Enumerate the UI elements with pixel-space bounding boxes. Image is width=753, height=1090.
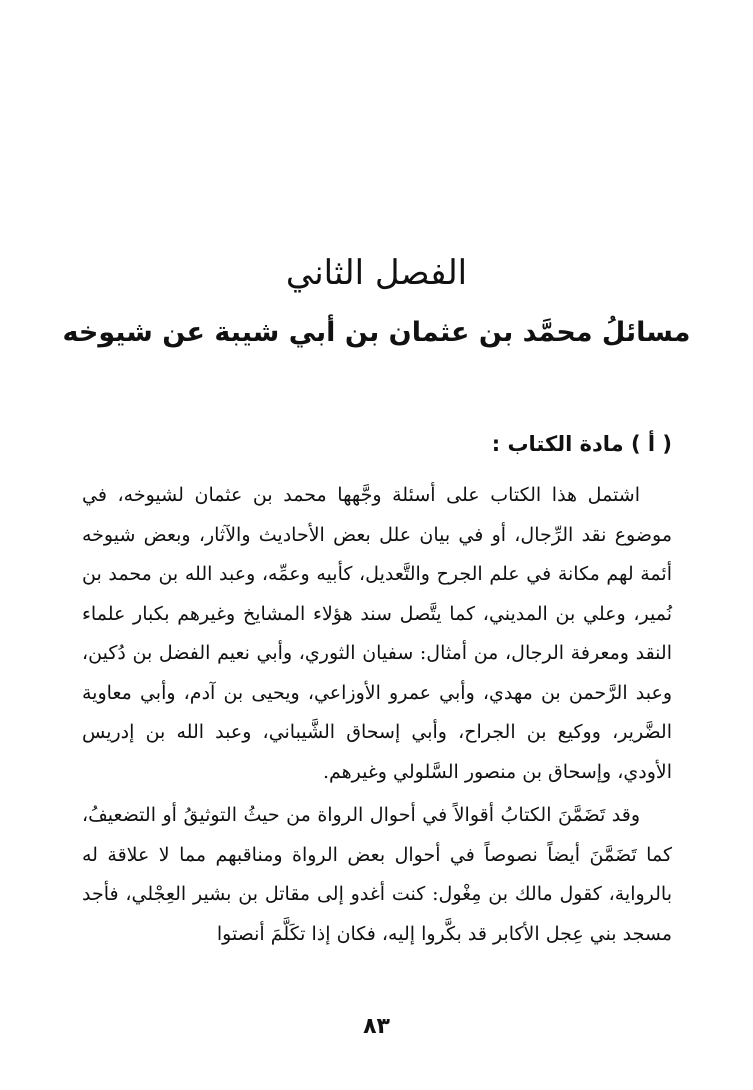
- chapter-title: الفصل الثاني: [285, 253, 468, 293]
- paragraph-2: وقد تَضَمَّنَ الكتابُ أقوالاً في أحوال الرواة من حيثُ التوثيقُ أو التضعيفُ، كما تَضَمَّنَ أيضاً نصوصاً في أحوال بعض الرواة ومناقبهم مما لا علاقة له بالرواية، كقول مالك بن مِغْول: كنت أغدو إلى مقاتل بن بشير العِجْلي، فأجد مسجد بني عِجل الأكابر قد بكَّروا إليه، فكان إذا تكَلَّمَ أنصتوا: [82, 804, 672, 945]
- page-number: ٨٣: [363, 1014, 390, 1039]
- section-heading: ( أ ) مادة الكتاب :: [491, 432, 672, 456]
- body-text: [82, 476, 672, 954]
- chapter-subtitle: مسائلُ محمَّد بن عثمان بن أبي شيبة عن شيوخه: [62, 317, 691, 348]
- paragraph-1: اشتمل هذا الكتاب على أسئلة وجَّهها محمد بن عثمان لشيوخه، في موضوع نقد الرِّجال، أو في بيان علل بعض الأحاديث والآثار، وبعض شيوخه أئمة لهم مكانة في علم الجرح والتَّعديل، كأبيه وعمِّه، وعبد الله بن محمد بن نُمير، وعلي بن المديني، كما يتَّصل سند هؤلاء المشايخ وغيرهم بكبار علماء النقد ومعرفة الرجال، من أمثال: سفيان الثوري، وأبي نعيم الفضل بن دُكين، وعبد الرَّحمن بن مهدي، وأبي عمرو الأوزاعي، ويحيى بن آدم، وأبي معاوية الضَّرير، ووكيع بن الجراح، وأبي إسحاق الشَّيباني، وعبد الله بن إدريس الأودي، وإسحاق بن منصور السَّلولي وغيرهم.: [82, 484, 672, 783]
